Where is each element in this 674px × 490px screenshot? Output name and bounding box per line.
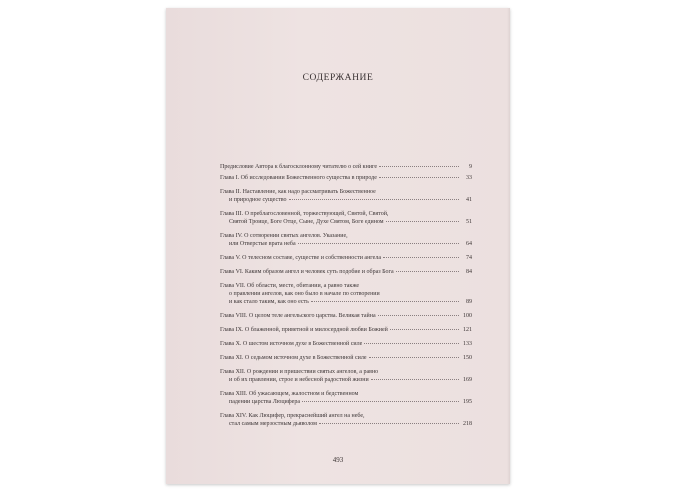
toc-entry	[220, 174, 472, 182]
toc-entry-title: Глава III. О преблагословенной, торжествующей, Святой, Святой,	[220, 211, 389, 217]
toc-entry-title: Глава V. О телесном составе, существе и собственности ангела	[220, 255, 382, 261]
toc-entry-line	[220, 340, 472, 348]
dot-leader	[364, 343, 459, 344]
toc-page-number: 150	[463, 355, 472, 361]
toc-entry-line	[220, 298, 472, 306]
dot-leader	[319, 423, 459, 424]
toc-entry-title: и как стало таким, как оно есть	[229, 299, 309, 305]
toc-entry-title: Глава XII. О рождении и пришествии святых ангелов, а равно	[220, 369, 379, 375]
toc-page-number: 100	[463, 313, 472, 319]
toc-entry	[220, 390, 472, 406]
dot-leader	[383, 257, 459, 258]
toc-entry	[220, 340, 472, 348]
toc-entry-title: Глава I. Об исследовании Божественного существа в природе	[220, 175, 377, 181]
toc-entry	[220, 254, 472, 262]
toc-entry	[220, 312, 472, 320]
toc-entry-title: Глава X. О шестом источном духе в Божественной силе	[220, 341, 363, 347]
dot-leader	[289, 199, 459, 200]
dot-leader	[298, 243, 459, 244]
toc-entry-title: о правлении ангелов, как оно было в начале по сотворении	[229, 291, 380, 297]
dot-leader	[371, 379, 459, 380]
toc-entry-line	[220, 368, 472, 376]
dot-leader	[390, 329, 459, 330]
toc-entry-line	[220, 218, 472, 226]
toc-entry-title: Глава XIV. Как Люцифер, прекраснейший ангел на небе,	[220, 413, 365, 419]
toc-page-number: 9	[469, 164, 472, 170]
toc-entry	[220, 326, 472, 334]
toc-page-number: 84	[466, 269, 472, 275]
toc-entry	[220, 210, 472, 226]
toc-entry-line	[220, 312, 472, 320]
toc-page-number: 169	[463, 377, 472, 383]
toc-page-number: 41	[466, 197, 472, 203]
toc-entry-line	[220, 196, 472, 204]
toc-entry	[220, 282, 472, 306]
toc-entry	[220, 354, 472, 362]
toc-entry-line	[220, 268, 472, 276]
toc-entry-title: Святой Троице, Боге Отце, Сыне, Духе Святом, Боге едином	[229, 219, 384, 225]
toc-entry	[220, 232, 472, 248]
toc-entry-line	[220, 232, 472, 240]
toc-entry-line	[220, 412, 472, 420]
toc-entry-line	[220, 282, 472, 290]
toc-entry-line	[220, 376, 472, 384]
toc-entry-line	[220, 254, 472, 262]
toc-entry	[220, 268, 472, 276]
toc-entry-line	[220, 240, 472, 248]
toc-entry-line	[220, 326, 472, 334]
toc-page-number: 89	[466, 299, 472, 305]
toc-entry-line	[220, 390, 472, 398]
dot-leader	[379, 166, 459, 167]
toc-page-number: 195	[463, 399, 472, 405]
toc-entry-title: Глава VII. Об области, месте, обитании, а равно также	[220, 283, 360, 289]
toc-page-number: 51	[466, 219, 472, 225]
toc-entry-title: и природное существо	[229, 197, 287, 203]
toc-page-number: 74	[466, 255, 472, 261]
dot-leader	[386, 221, 459, 222]
toc-entry-title: падении царства Люцифера	[229, 399, 300, 405]
toc-entry-title: Предисловие Автора к благосклонному читателю о сей книге	[220, 164, 378, 170]
toc-entry-line	[220, 354, 472, 362]
toc-entry-title: Глава XIII. Об ужасающем, жалостном и бедственном	[220, 391, 359, 397]
toc-entry-title: стал самым мерзостным дьяволом	[229, 421, 317, 427]
dot-leader	[311, 301, 459, 302]
book-page	[166, 8, 510, 484]
dot-leader	[378, 315, 459, 316]
toc-page-number: 33	[466, 175, 472, 181]
toc-entry-line	[220, 163, 472, 171]
toc-entry-title: Глава VI. Каким образом ангел и человек суть подобие и образ Бога	[220, 269, 394, 275]
dot-leader	[379, 177, 459, 178]
toc-entry	[220, 163, 472, 171]
table-of-contents	[220, 163, 472, 428]
toc-entry	[220, 188, 472, 204]
toc-page-number: 133	[463, 341, 472, 347]
toc-entry-line	[220, 188, 472, 196]
page-number: 493	[332, 456, 344, 464]
toc-page-number: 64	[466, 241, 472, 247]
toc-page-number: 121	[463, 327, 472, 333]
toc-entry-line	[220, 290, 472, 298]
dot-leader	[369, 357, 459, 358]
toc-entry-title: и об их правлении, строе и небесной радостной жизни	[229, 377, 369, 383]
toc-entry-line	[220, 174, 472, 182]
toc-entry-line	[220, 420, 472, 428]
dot-leader	[396, 271, 459, 272]
toc-entry-title: Глава II. Наставление, как надо рассматривать Божественное	[220, 189, 376, 195]
toc-entry-title: Глава IX. О блаженной, приветной и милосердной любви Божией	[220, 327, 388, 333]
toc-entry	[220, 368, 472, 384]
toc-entry-title: Глава XI. О седьмом источном духе в Божественной силе	[220, 355, 367, 361]
toc-entry	[220, 412, 472, 428]
toc-entry-title: или Отверстые врата неба	[229, 241, 296, 247]
contents-heading: СОДЕРЖАНИЕ	[302, 73, 374, 83]
toc-entry-title: Глава VIII. О целом теле ангельского царства. Великая тайна	[220, 313, 376, 319]
dot-leader	[302, 401, 459, 402]
toc-entry-title: Глава IV. О сотворении святых ангелов. Указание,	[220, 233, 348, 239]
toc-page-number: 218	[463, 421, 472, 427]
toc-entry-line	[220, 210, 472, 218]
toc-entry-line	[220, 398, 472, 406]
